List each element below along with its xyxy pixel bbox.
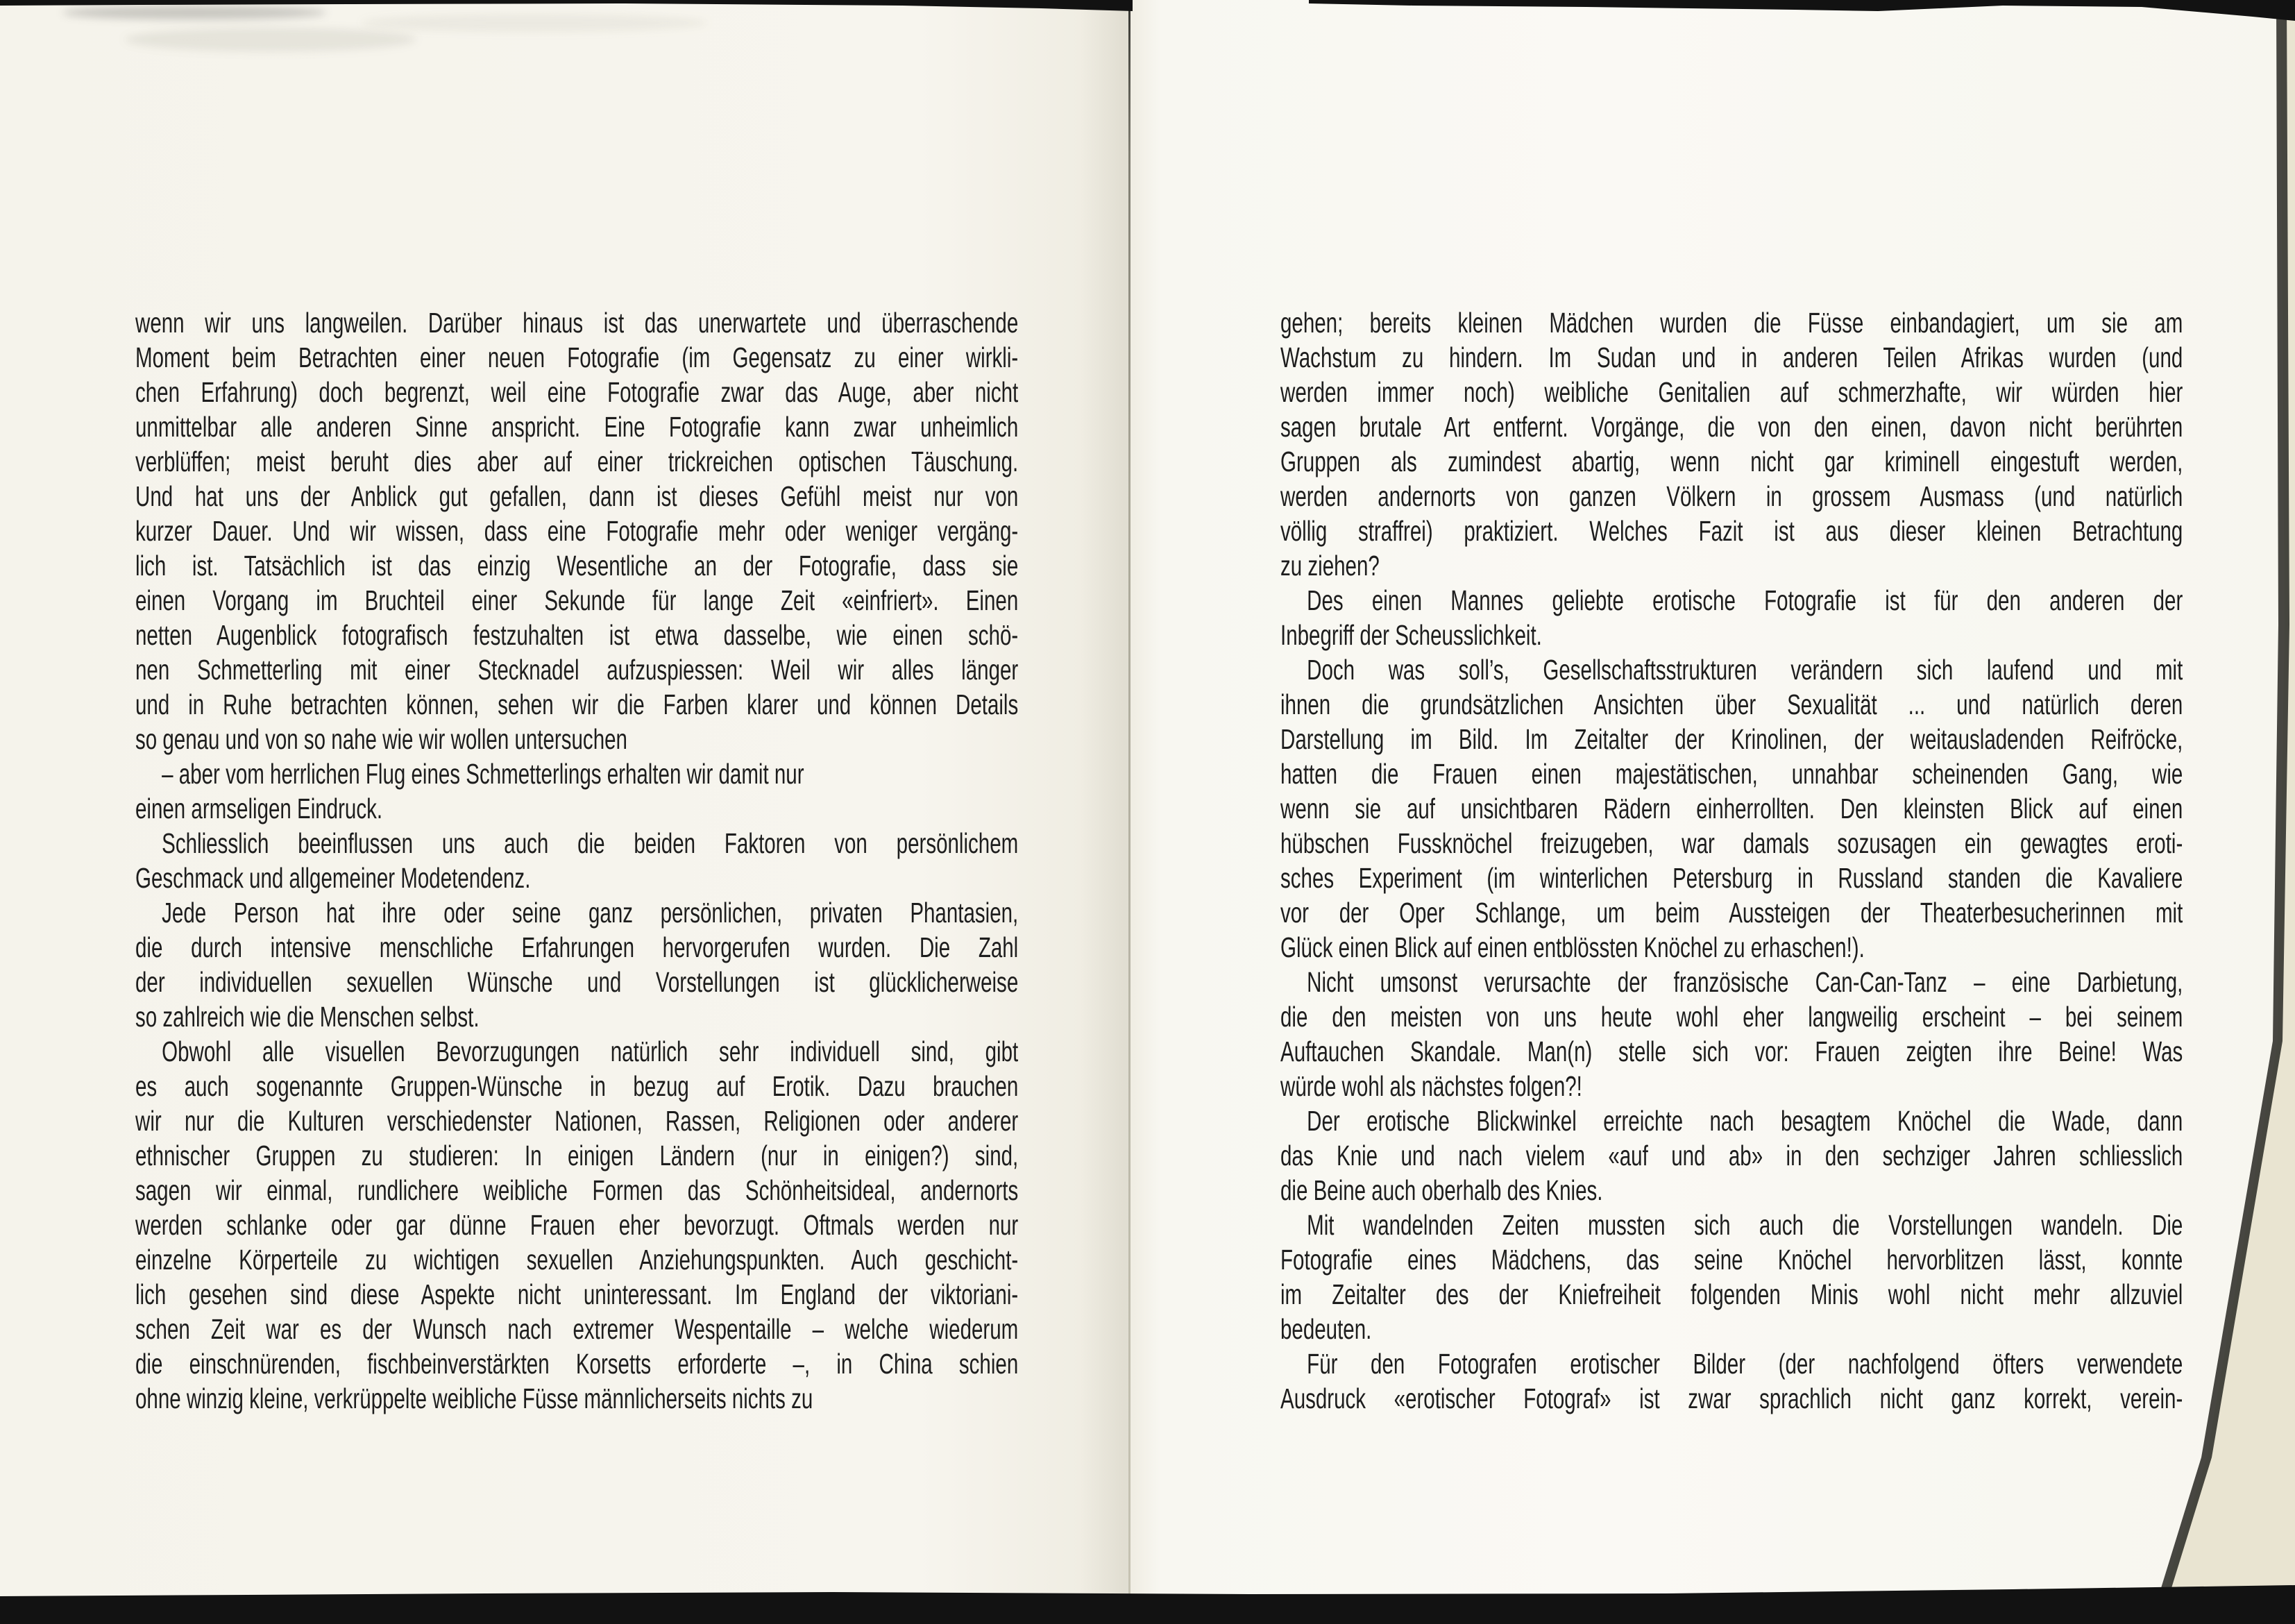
text-line: netten Augenblick fotografisch festzuhalten ist etwa dasselbe, wie einen schö- [135,619,1019,651]
text-line: Doch was soll’s, Gesellschaftsstrukturen verändern sich laufend und mit [1307,654,2183,686]
text-line: zu ziehen? [1280,550,1380,582]
text-line: sches Experiment (im winterlichen Petersburg in Russland standen die Kavaliere [1280,862,2183,894]
text-line: Ausdruck «erotischer Fotograf» ist zwar sprachlich nicht ganz korrekt, verein- [1280,1382,2183,1414]
text-line: – aber vom herrlichen Flug eines Schmetterlings erhalten wir damit nur [162,758,804,790]
text-line: ethnischer Gruppen zu studieren: In einigen Ländern (nur in einigen?) sind, [135,1140,1019,1172]
text-line: würde wohl als nächstes folgen?! [1280,1070,1582,1102]
text-line: Obwohl alle visuellen Bevorzugungen natürlich sehr individuell sind, gibt [162,1035,1019,1067]
text-line: werden andernorts von ganzen Völkern in grossem Ausmass (und natürlich [1280,480,2183,512]
text-line: wenn wir uns langweilen. Darüber hinaus ist das unerwartete und überraschende [135,307,1019,339]
text-line: vor der Oper Schlange, um beim Aussteigen der Theaterbesucherinnen mit [1280,897,2183,929]
text-line: Auftauchen Skandale. Man(n) stelle sich vor: Frauen zeigten ihre Beine! Was [1280,1035,2183,1067]
text-line: Glück einen Blick auf einen entblössten Knöchel zu erhaschen!). [1280,931,1865,963]
text-line: es auch sogenannte Gruppen-Wünsche in bezug auf Erotik. Dazu brauchen [135,1070,1019,1102]
text-line: die durch intensive menschliche Erfahrungen hervorgerufen wurden. Die Zahl [135,931,1019,963]
scan-smudge [125,28,416,51]
text-line: Jede Person hat ihre oder seine ganz persönlichen, privaten Phantasien, [162,897,1019,929]
text-line: das Knie und nach vielem «auf und ab» in den sechziger Jahren schliesslich [1280,1140,2183,1172]
text-line: unmittelbar alle anderen Sinne anspricht. Eine Fotografie kann zwar unheimlich [135,411,1019,443]
text-line: Geschmack und allgemeiner Modetendenz. [135,862,531,894]
text-line: ohne winzig kleine, verkrüppelte weibliche Füsse männlicherseits nichts zu [135,1382,813,1414]
text-line: die einschnürenden, fischbeinverstärkten Korsetts erforderte –, in China schien [135,1348,1019,1380]
text-line: völlig straffrei) praktiziert. Welches Fazit ist aus dieser kleinen Betrachtung [1280,515,2183,547]
text-line: wenn sie auf unsichtbaren Rädern einherrollten. Den kleinsten Blick auf einen [1280,793,2183,824]
text-line: nen Schmetterling mit einer Stecknadel aufzuspiessen: Weil wir alles länger [135,654,1019,686]
gutter-line [1128,0,1130,1595]
text-line: die den meisten von uns heute wohl eher langweilig erscheint – bei seinem [1280,1001,2183,1033]
text-line: chen Erfahrung) doch begrenzt, weil eine Fotografie zwar das Auge, aber nicht [135,376,1019,408]
text-line: Nicht umsonst verursachte der französische Can-Can-Tanz – eine Darbietung, [1307,966,2183,998]
left-page-text [135,305,1018,1416]
text-line: Und hat uns der Anblick gut gefallen, dann ist dieses Gefühl meist nur von [135,480,1019,512]
text-line: Schliesslich beeinflussen uns auch die beiden Faktoren von persönlichem [162,827,1019,859]
text-line: Gruppen als zumindest abartig, wenn nicht gar kriminell eingestuft werden, [1280,446,2183,477]
text-line: sagen brutale Art entfernt. Vorgänge, die von den einen, davon nicht berührten [1280,411,2183,443]
scan-smudge [62,6,326,19]
text-line: wir nur die Kulturen verschiedenster Nationen, Rassen, Religionen oder anderer [135,1105,1019,1137]
text-line: werden schlanke oder gar dünne Frauen eher bevorzugt. Oftmals werden nur [135,1209,1019,1241]
text-line: und in Ruhe betrachten können, sehen wir die Farben klarer und können Details [135,688,1019,720]
text-line: Inbegriff der Scheusslichkeit. [1280,619,1542,651]
right-page-text [1280,305,2183,1416]
gutter-shadow [1080,0,1128,1596]
text-line: lich gesehen sind diese Aspekte nicht uninteressant. Im England der viktoriani- [135,1278,1019,1310]
scan-smudge [361,14,708,32]
text-line: einen armseligen Eindruck. [135,793,383,824]
text-line: ihnen die grundsätzlichen Ansichten über Sexualität ... und natürlich deren [1280,688,2183,720]
text-line: im Zeitalter des der Kniefreiheit folgenden Minis wohl nicht mehr allzuviel [1280,1278,2183,1310]
text-line: Des einen Mannes geliebte erotische Fotografie ist für den anderen der [1307,584,2183,616]
text-line: kurzer Dauer. Und wir wissen, dass eine Fotografie mehr oder weniger vergäng- [135,515,1019,547]
text-line: hatten die Frauen einen majestätischen, unnahbar scheinenden Gang, wie [1280,758,2183,790]
text-line: Für den Fotografen erotischer Bilder (der nachfolgend öfters verwendete [1307,1348,2183,1380]
text-line: Wachstum zu hindern. Im Sudan und in anderen Teilen Afrikas wurden (und [1280,341,2183,373]
text-line: so genau und von so nahe wie wir wollen untersuchen [135,723,627,755]
text-line: hübschen Fussknöchel freizugeben, war damals sozusagen ein gewagtes eroti- [1280,827,2183,859]
text-line: Fotografie eines Mädchens, das seine Knöchel hervorblitzen lässt, konnte [1280,1244,2183,1276]
text-line: der individuellen sexuellen Wünsche und Vorstellungen ist glücklicherweise [135,966,1019,998]
text-line: gehen; bereits kleinen Mädchen wurden die Füsse einbandagiert, um sie am [1280,307,2183,339]
text-line: sagen wir einmal, rundlichere weibliche Formen das Schönheitsideal, andernorts [135,1174,1019,1206]
text-line: einzelne Körperteile zu wichtigen sexuellen Anziehungspunkten. Auch geschicht- [135,1244,1019,1276]
text-line: Der erotische Blickwinkel erreichte nach besagtem Knöchel die Wade, dann [1307,1105,2183,1137]
text-line: so zahlreich wie die Menschen selbst. [135,1001,480,1033]
text-line: bedeuten. [1280,1313,1372,1345]
text-line: Mit wandelnden Zeiten mussten sich auch die Vorstellungen wandeln. Die [1307,1209,2183,1241]
text-line: einen Vorgang im Bruchteil einer Sekunde für lange Zeit «einfriert». Einen [135,584,1019,616]
text-line: lich ist. Tatsächlich ist das einzig Wesentliche an der Fotografie, dass sie [135,550,1019,582]
text-line: die Beine auch oberhalb des Knies. [1280,1174,1603,1206]
text-line: schen Zeit war es der Wunsch nach extremer Wespentaille – welche wiederum [135,1313,1019,1345]
text-line: Moment beim Betrachten einer neuen Fotografie (im Gegensatz zu einer wirkli- [135,341,1019,373]
text-line: werden immer noch) weibliche Genitalien auf schmerzhafte, wir würden hier [1280,376,2183,408]
text-line: Darstellung im Bild. Im Zeitalter der Krinolinen, der weitausladenden Reifröcke, [1280,723,2183,755]
text-line: verblüffen; meist beruht dies aber auf einer trickreichen optischen Täuschung. [135,446,1019,477]
